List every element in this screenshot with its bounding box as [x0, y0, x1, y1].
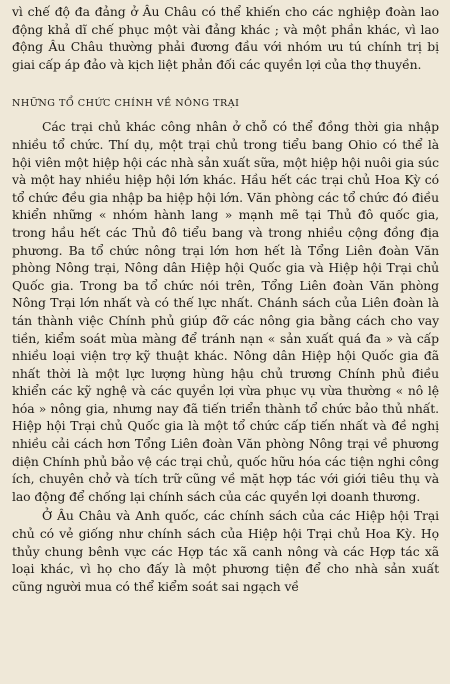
paragraph-europe: Ở Âu Châu và Anh quốc, các chính sách của các Hiệp hội Trại chủ có vẻ giống như chính sách của Hiệp hội Trại chủ Hoa Kỳ. Họ thủy chung bênh vực các Hợp tác xã canh nông và các Hợp tác xã loại khác, vì họ cho đấy là một phương tiện để cho nhà sản xuất cũng người mua có thể kiểm soát sai ngạch về [12, 508, 439, 594]
section-heading: NHỮNG TỔ CHỨC CHÍNH VỀ NÔNG TRẠI [12, 98, 240, 110]
paragraph-continued: vì chế độ đa đảng ở Âu Châu có thể khiến cho các nghiệp đoàn lao động khả dĩ chế phục một vài đảng khác ; và một phần khác, vì lao động Âu Châu thường phải đương đầu với nhóm ưu tú chính trị bị giai cấp áp đảo và kịch liệt phản đối các quyền lợi của thợ thuyền. [12, 4, 439, 72]
paragraph-farm-organizations: Các trại chủ khác công nhân ở chỗ có thể đồng thời gia nhập nhiều tổ chức. Thí dụ, một trại chủ trong tiểu bang Ohio có thể là hội viên một hiệp hội các nhà sản xuất sữa, một hiệp hội nuôi gia súc và một hay nhiều hiệp hội lớn khác. Hầu hết các trại chủ Hoa Kỳ có tổ chức đều gia nhập ba hiệp hội lớn. Văn phòng các tổ chức đó điều khiển những « nhóm hành lang » mạnh mẽ tại Thủ đô quốc gia, trong hầu hết các Thủ đô tiểu bang và trong nhiều cộng đồng địa phương. Ba tổ chức nông trại lớn hơn hết là Tổng Liên đoàn Văn phòng Nông trại, Nông dân Hiệp hội Quốc gia và Hiệp hội Trại chủ Quốc gia. Trong ba tổ chức nói trên, Tổng Liên đoàn Văn phòng Nông Trại lớn nhất và có thế lực nhất. Chánh sách của Liên đoàn là tán thành việc Chính phủ giúp đỡ các nông gia bằng cách cho vay tiền, kiểm soát mùa màng để tránh nạn « sản xuất quá đa » và cấp nhiều loại viện trợ kỹ thuật khác. Nông dân Hiệp hội Quốc gia đã nhất thời là một lực lượng hùng hậu chủ trương Chính phủ điều khiển các kỹ nghệ và các quyền lợi vừa phục vụ vừa thường « nô lệ hóa » nông gia, nhưng nay đã tiến triển thành tổ chức bảo thủ nhất. Hiệp hội Trại chủ Quốc gia là một tổ chức cấp tiến nhất và đề nghị nhiều cải cách hơn Tổng Liên đoàn Văn phòng Nông trại về phương diện Chính phủ bảo vệ các trại chủ, quốc hữu hóa các tiện nghi công ích, chuyên chở và tích trữ cũng về mặt hợp tác với giới tiêu thụ và lao động để chống lại chính sách của các quyền lợi doanh thương. [12, 119, 439, 504]
